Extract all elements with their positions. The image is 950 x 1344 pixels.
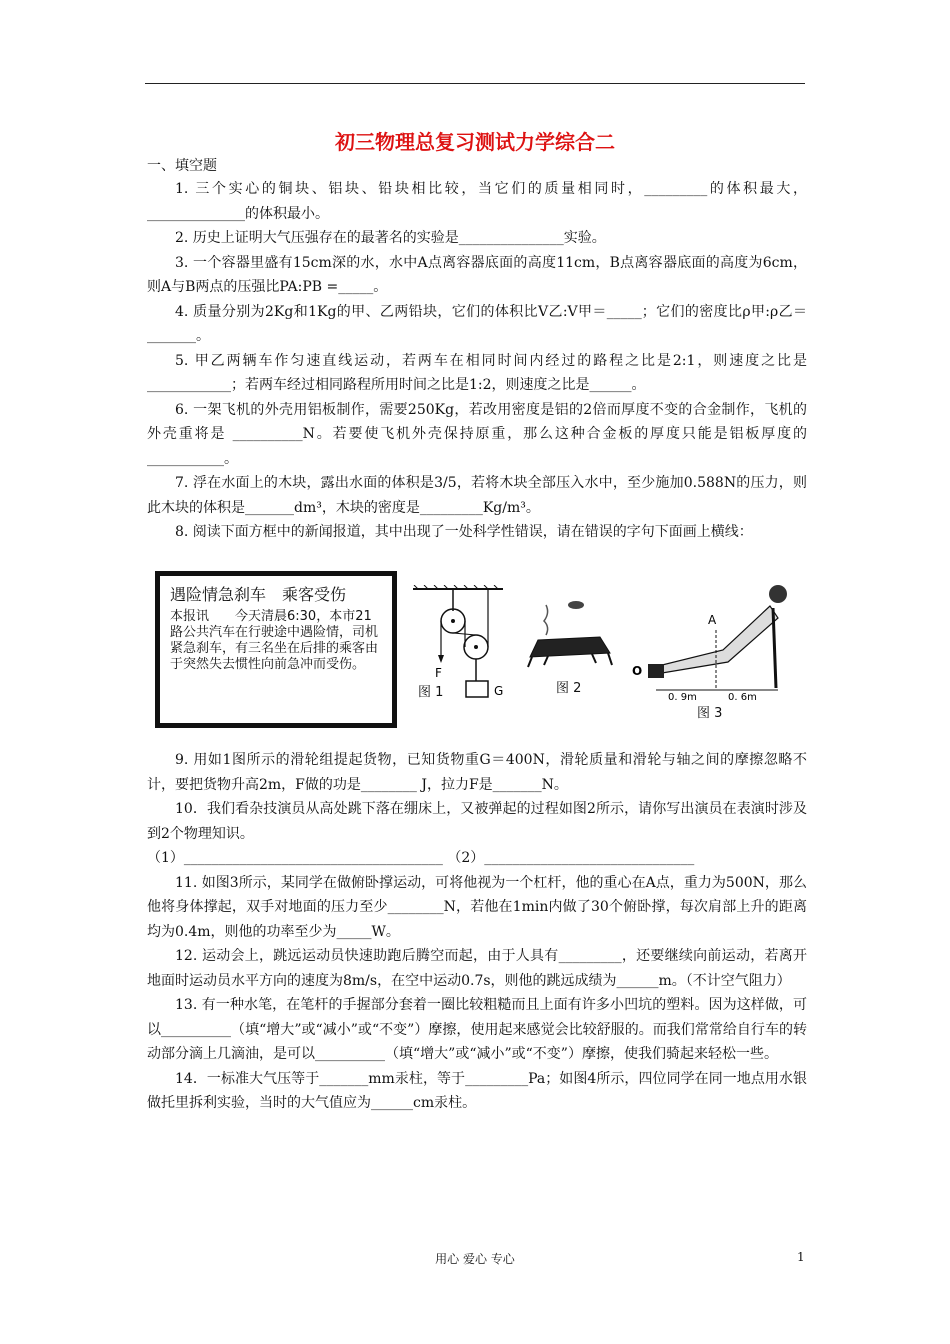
question-block-1 xyxy=(147,177,807,545)
question-1: 1. 三个实心的铜块、铝块、铅块相比较，当它们的质量相同时，_________的体积最大，______________的体积最小。 xyxy=(147,181,807,222)
question-2: 2. 历史上证明大气压强存在的最著名的实验是_______________实验。 xyxy=(175,230,606,246)
fig1-label-f: F xyxy=(435,666,442,680)
page-title: 初三物理总复习测试力学综合二 xyxy=(335,130,615,154)
question-7: 7. 浮在水面上的木块，露出水面的体积是3/5，若将木块全部压入水中，至少施加0.588N的压力，则此木块的体积是_______dm³，木块的密度是_________Kg/m³。 xyxy=(147,475,807,516)
question-10: 10．我们看杂技演员从高处跳下落在绷床上，又被弹起的过程如图2所示，请你写出演员在表演时涉及到2个物理知识。 xyxy=(147,801,807,842)
news-body: 本报讯 今天清晨6:30，本市21路公共汽车在行驶途中遇险情，司机紧急刹车，有三名坐在后排的乘客由于突然失去惯性向前急冲而受伤。 xyxy=(170,609,379,672)
header-rule xyxy=(145,83,805,84)
figure-3-caption: 图 3 xyxy=(697,706,723,721)
fig3-dist-1: 0. 9m xyxy=(668,692,697,703)
question-3: 3. 一个容器里盛有15cm深的水，水中A点离容器底面的高度11cm，B点离容器底面的高度为6cm，则A与B两点的压强比PA:PB =_____。 xyxy=(147,254,807,295)
fig3-label-a: A xyxy=(708,613,717,627)
fig1-label-g: G xyxy=(494,684,504,698)
question-10-blanks: （1）_____________________________________ （2）______________________________ xyxy=(147,850,695,866)
fig3-label-o: O xyxy=(632,664,643,678)
question-12: 12. 运动会上，跳远运动员快速助跑后腾空而起，由于人具有_________，还要继续向前运动，若离开地面时运动员水平方向的速度为8m/s，在空中运动0.7s，则他的跳远成绩为______m。（不计空气阻力） xyxy=(147,948,807,989)
question-block-2 xyxy=(147,748,807,1116)
question-11: 11. 如图3所示，某同学在做俯卧撑运动，可将他视为一个杠杆，他的重心在A点，重力为500N，那么他将身体撑起，双手对地面的压力至少________N，若他在1min内做了30个俯卧撑，每次肩部上升的距离均为0.4m，则他的功率至少为_____W。 xyxy=(147,874,807,940)
news-box xyxy=(155,571,397,728)
question-9: 9. 用如1图所示的滑轮组提起货物，已知货物重G＝400N，滑轮质量和滑轮与轴之间的摩擦忽略不计，要把货物升高2m，F做的功是________ J，拉力F是_______N。 xyxy=(147,752,807,793)
fig3-dist-2: 0. 6m xyxy=(728,692,757,703)
figure-2-caption: 图 2 xyxy=(556,681,582,696)
question-6: 6. 一架飞机的外壳用铝板制作，需要250Kg，若改用密度是铝的2倍而厚度不变的合金制作，飞机的外壳重将是 __________N。若要使飞机外壳保持原重，那么这种合金板的厚度只能是铝板厚度的 ___________。 xyxy=(147,401,807,467)
question-13: 13. 有一种水笔，在笔杆的手握部分套着一圈比较粗糙而且上面有许多小凹坑的塑料。因为这样做，可以__________（填“增大”或“减小”或“不变”）摩擦，使用起来感觉会比较舒服的。而我们常常给自行车的转动部分滴上几滴油，是可以__________（填“增大”或“减小”或“不变”）摩擦，使我们骑起来轻松一些。 xyxy=(147,997,807,1062)
figure-1-caption: 图 1 xyxy=(418,685,444,700)
figure-2-trampoline xyxy=(518,595,618,675)
figure-3-pushup xyxy=(628,578,803,713)
question-5: 5. 甲乙两辆车作匀速直线运动，若两车在相同时间内经过的路程之比是2:1，则速度之比是____________；若两车经过相同路程所用时间之比是1:2，则速度之比是______。 xyxy=(147,352,807,393)
question-14: 14．一标准大气压等于_______mm汞柱，等于_________Pa；如图4所示，四位同学在同一地点用水银做托里拆利实验，当时的大气值应为______cm汞柱。 xyxy=(147,1070,807,1111)
question-8: 8. 阅读下面方框中的新闻报道，其中出现了一处科学性错误，请在错误的字句下面画上横线： xyxy=(175,524,753,540)
section-heading: 一、填空题 xyxy=(147,158,217,174)
page-number: 1 xyxy=(797,1250,805,1264)
question-4: 4. 质量分别为2Kg和1Kg的甲、乙两铅块，它们的体积比V乙:V甲＝_____；它们的密度比ρ甲:ρ乙＝_______。 xyxy=(147,303,807,344)
news-headline: 遇险情急刹车 乘客受伤 xyxy=(170,585,347,604)
page-footer: 用心 爱心 专心 xyxy=(435,1252,515,1266)
